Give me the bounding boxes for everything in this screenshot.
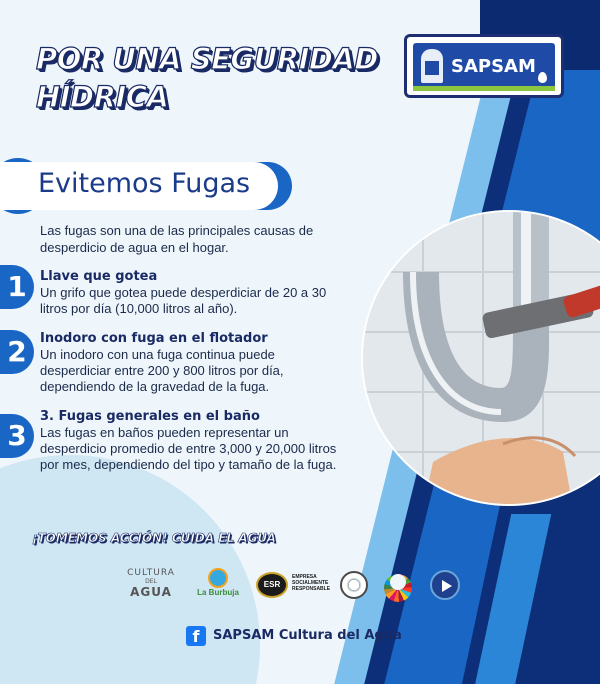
- number-badge-1: 1: [0, 265, 34, 309]
- partner-circle-logo: [430, 568, 460, 604]
- tip-body: Un grifo que gotea puede desperdiciar de 20 a 30 litros por día (10,000 litros al año).: [40, 285, 327, 316]
- tip-title: Llave que gotea: [40, 269, 158, 284]
- headline: [36, 40, 378, 116]
- tip-item-3: [40, 409, 340, 473]
- number-badge-3: 3: [0, 414, 34, 458]
- headline-line-2: HÍDRICA: [36, 80, 169, 114]
- logo-stripe: [413, 86, 555, 91]
- water-drop-icon: [538, 72, 547, 83]
- tip-title: Inodoro con fuga en el flotador: [40, 331, 268, 346]
- pipe-wrench-illustration: [363, 212, 600, 506]
- intro-text: Las fugas son una de las principales causas de desperdicio de agua en el hogar.: [40, 223, 314, 255]
- facebook-icon: f: [186, 626, 206, 646]
- sdg-wheel-icon: [384, 574, 412, 602]
- bubble-icon: [208, 568, 228, 588]
- globe-icon: [340, 571, 368, 599]
- la-burbuja-logo: La Burbuja: [190, 568, 246, 604]
- facebook-label[interactable]: SAPSAM Cultura del Agua: [213, 628, 402, 643]
- un-global-compact-logo: [340, 568, 370, 604]
- cultura-del-agua-logo: CULTURA DEL AGUA: [127, 568, 175, 599]
- water-tower-icon: [421, 49, 443, 83]
- partner-logos: [126, 568, 476, 608]
- tip-body: Las fugas en baños pueden representar un desperdicio promedio de entre 3,000 y 20,000 litros por mes, dependiendo del tipo y tamaño de la fuga.: [40, 425, 337, 472]
- sdg-wheel-logo: [384, 568, 414, 604]
- logo-text: SAPSAM: [451, 56, 536, 77]
- esr-logo: ESR EMPRESA SOCIALMENTE RESPONSABLE: [256, 568, 326, 604]
- section-title: Evitemos Fugas: [38, 168, 251, 199]
- leaking-pipe-photo: [361, 210, 600, 506]
- headline-line-1: POR UNA SEGURIDAD: [36, 42, 378, 76]
- tip-title: 3. Fugas generales en el baño: [40, 409, 260, 424]
- play-circle-icon: [430, 570, 460, 600]
- number-badge-2: 2: [0, 330, 34, 374]
- sapsam-logo: [404, 34, 564, 98]
- tip-item-1: [40, 269, 340, 317]
- tip-body: Un inodoro con una fuga continua puede desperdiciar entre 200 y 800 litros por día, dependiendo de la gravedad de la fuga.: [40, 347, 284, 394]
- call-to-action: ¡TOMEMOS ACCIÓN! CUIDA EL AGUA: [32, 531, 276, 545]
- logo-panel: [413, 43, 555, 89]
- tip-item-2: [40, 331, 340, 395]
